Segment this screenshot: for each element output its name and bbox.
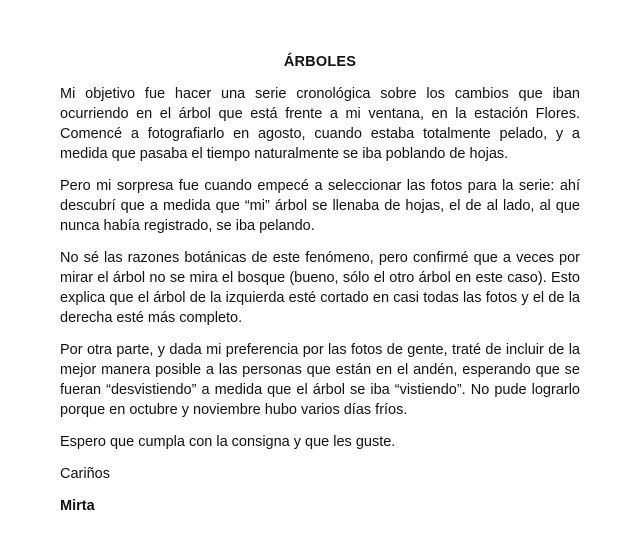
signature: Mirta xyxy=(60,498,95,514)
document-title: ÁRBOLES xyxy=(283,54,357,70)
paragraph-5: Espero que cumpla con la consigna y que les guste. xyxy=(60,434,396,450)
closing-line: Cariños xyxy=(60,466,110,482)
paragraph-4: Por otra parte, y dada mi preferencia por las fotos de gente, traté de incluir de la mejor manera posible a las personas que están en el andén, esperando que se fueran “desvistiendo” a medida que el árbol se iba “vistiendo”. No pude lograrlo porque en octubre y noviembre hubo varios días fríos. xyxy=(60,342,580,418)
paragraph-2: Pero mi sorpresa fue cuando empecé a seleccionar las fotos para la serie: ahí descubrí que a medida que “mi” árbol se llenaba de hojas, el de al lado, al que nunca había registrado, se iba pelando. xyxy=(60,178,580,234)
paragraph-1: Mi objetivo fue hacer una serie cronológica sobre los cambios que iban ocurriendo en el árbol que está frente a mi ventana, en la estación Flores. Comencé a fotografiarlo en agosto, cuando estaba totalmente pelado, y a medida que pasaba el tiempo naturalmente se iba poblando de hojas. xyxy=(60,86,580,162)
document-page xyxy=(60,52,580,516)
paragraph-3: No sé las razones botánicas de este fenómeno, pero confirmé que a veces por mirar el árbol no se mira el bosque (bueno, sólo el otro árbol en este caso). Esto explica que el árbol de la izquierda esté cortado en casi todas las fotos y el de la derecha esté más completo. xyxy=(60,250,580,326)
